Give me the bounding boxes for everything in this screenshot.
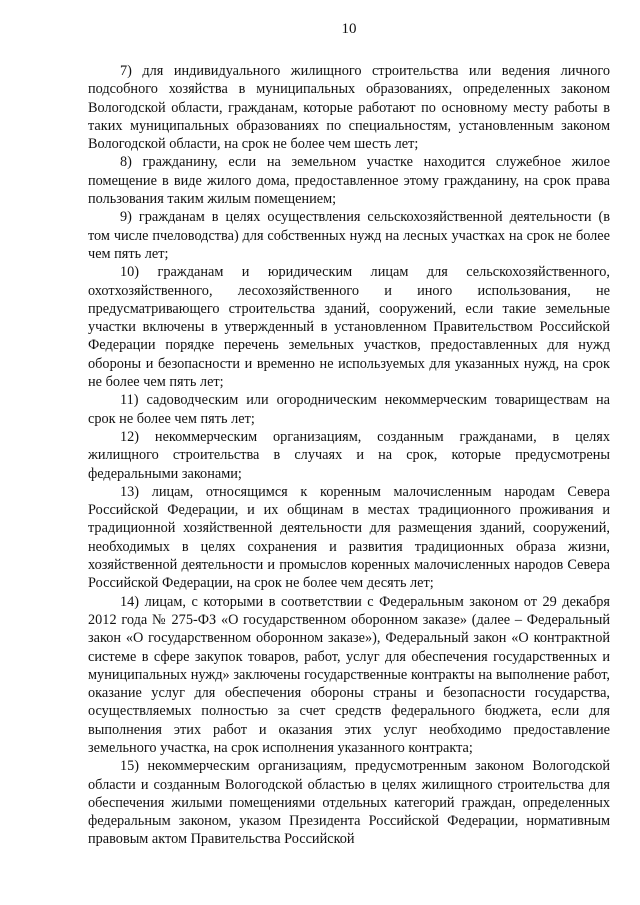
paragraph-9: 9) гражданам в целях осуществления сельскохозяйственной деятельности (в том числе пчеловодства) для собственных нужд на лесных участках на срок не более чем пять лет; <box>88 209 610 262</box>
paragraph-15: 15) некоммерческим организациям, предусмотренным законом Вологодской области и созданным Вологодской областью в целях жилищного строительства для обеспечения жилыми помещениями отдельных категорий граждан, определенных федеральным законом, указом Президента Российской Федерации, нормативным правовым актом Правительства Российской <box>88 758 610 848</box>
paragraph-10: 10) гражданам и юридическим лицам для сельскохозяйственного, охотхозяйственного, лесохозяйственного и иного использования, не предусматривающего строительства зданий, сооружений, если такие земельные участки включены в утвержденный в установленном Правительством Российской Федерации порядке перечень земельных участков, предоставленных для нужд обороны и безопасности и временно не используемых для указанных нужд, на срок не более чем пять лет; <box>88 264 610 391</box>
paragraph-11: 11) садоводческим или огородническим некоммерческим товариществам на срок не более чем пять лет; <box>88 392 610 427</box>
paragraph-8: 8) гражданину, если на земельном участке находится служебное жилое помещение в виде жилого дома, предоставленное этому гражданину, на срок права пользования таким жилым помещением; <box>88 154 610 208</box>
paragraph-12: 12) некоммерческим организациям, созданным гражданами, в целях жилищного строительства в случаях и на срок, которые предусмотрены федеральными законами; <box>88 428 610 482</box>
page-number: 10 <box>341 21 357 37</box>
paragraph-13: 13) лицам, относящимся к коренным малочисленным народам Севера Российской Федерации, и их общинам в местах традиционного проживания и традиционной хозяйственной деятельности для размещения зданий, сооружений, необходимых в целях сохранения и развития традиционных образа жизни, хозяйственной деятельности и промыслов коренных малочисленных народов Севера Российской Федерации, на срок не более чем десять лет; <box>88 483 610 592</box>
paragraph-14: 14) лицам, с которыми в соответствии с Федеральным законом от 29 декабря 2012 года № 275-ФЗ «О государственном оборонном заказе» (далее – Федеральный закон «О государственном оборонном заказе»), Федеральный закон «О контрактной системе в сфере закупок товаров, работ, услуг для обеспечения государственных и муниципальных нужд» заключены государственные контракты на выполнение работ, оказание услуг для обеспечения обороны страны и безопасности государства, осуществляемых полностью за счет средств федерального бюджета, если для выполнения этих работ и оказания этих услуг необходимо предоставление земельного участка, на срок исполнения указанного контракта; <box>88 593 610 756</box>
paragraph-7: 7) для индивидуального жилищного строительства или ведения личного подсобного хозяйства в муниципальных образованиях, определенных законом Вологодской области, гражданам, которые работают по основному месту работы в таких муниципальных образованиях по специальностям, установленным законом Вологодской области, на срок не более чем шесть лет; <box>88 63 610 153</box>
